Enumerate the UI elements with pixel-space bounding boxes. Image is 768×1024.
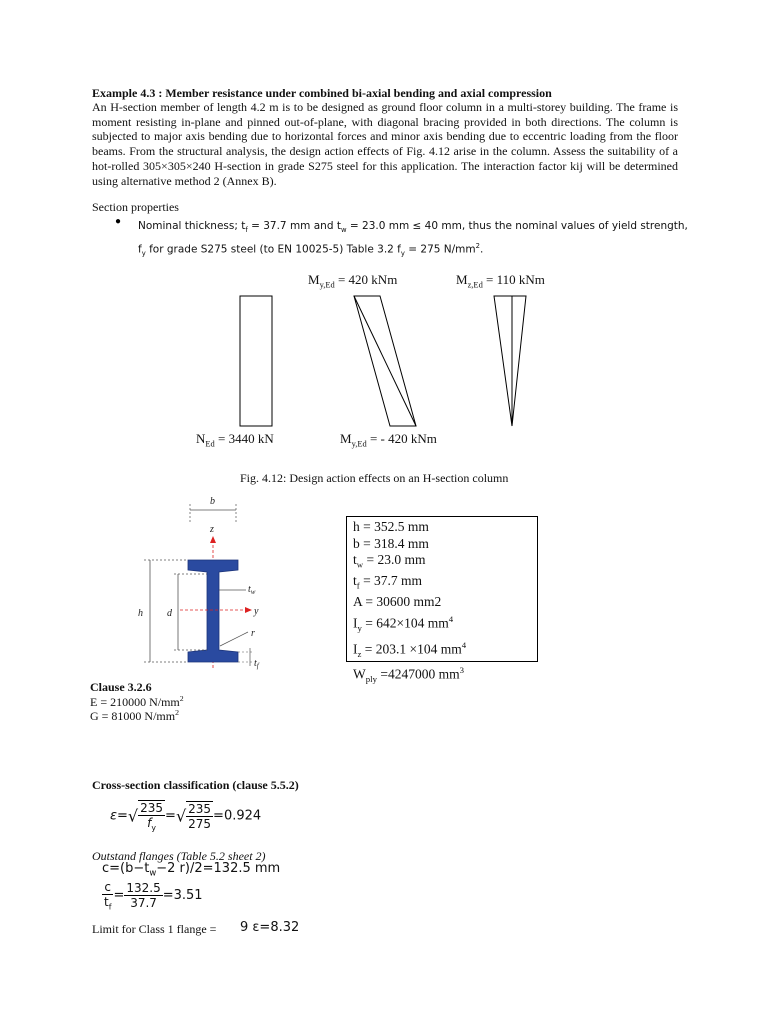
fraction-denominator: $t_f$ [104,895,112,912]
outstand-flanges-note: Outstand flanges (Table 5.2 sheet 2) [92,849,266,863]
text-run: =0.924 [213,808,262,824]
intro-paragraph: An H-section member of length 4.2 m is to be designed as ground floor column in a multi-storey building. The frame is moment resisting in-plane and pinned out-of-plane, with diagonal bracing provided in both directions. The column is subjected to major axis bending due to horizontal forces and minor axis bending due to eccentric loading from the floor beams. From the structural analysis, the design action effects of Fig. 4.12 arise in the column. Assess the suitability of a hot-rolled 305×305×240 H-section in grade S275 steel for this application. The interaction factor kij will be determined using alternative method 2 (Annex B). [92,100,678,188]
sub-y: y [400,249,405,258]
subscript: w [149,867,157,878]
y-label: y [254,606,259,617]
subscript: Ed [205,438,215,449]
text-run: = 420 kNm [334,272,398,287]
superscript: 4 [448,613,454,624]
text-run: t [353,552,357,567]
epsilon-equation: ε=√ $\frac{235}{f_y}$ =√ $\frac{235}{275}$ =0.924 [110,801,262,833]
prop-iy [353,611,537,637]
prop-h [353,519,537,536]
subscript: w [356,559,364,570]
prop-iz [353,637,537,663]
text-run: h = 352.5 mm [353,519,429,534]
h-section-sketch [130,492,280,678]
text-run: N [196,431,206,446]
axial-force-diagram [240,296,272,426]
text-run: M [456,272,468,287]
subscript: ply [365,674,377,685]
classification-heading: Cross-section classification (clause 5.5.2) [92,778,299,792]
text-run: = 23.0 mm [363,552,426,567]
text-run: = 37.7 mm [359,573,423,589]
text-run: = [113,888,125,904]
nominal-thickness-text [138,218,698,262]
text-run: I [353,641,358,657]
moment-diagrams [230,292,540,432]
subscript: z [357,648,362,659]
sub-w: w [340,226,347,235]
r-label: r [251,628,255,639]
fraction-numerator: 132.5 [126,881,161,896]
text-run: for grade S275 steel (to EN 10025-5) Table 3.2 f [145,243,401,256]
subscript: y,Ed [351,438,367,449]
class1-limit-label: Limit for Class 1 flange = [92,922,217,936]
superscript: 3 [459,665,464,676]
c-equation [102,861,280,878]
text-run: I [353,615,358,631]
text-run: = 23.0 mm ≤ 40 mm, thus the nominal values of yield strength, [346,220,688,232]
text-run: t [353,573,357,589]
fraction-denominator: $f_y$ [147,816,156,833]
text-run: = - 420 kNm [366,431,437,446]
prop-b [353,536,537,553]
bullet-line-2 [138,238,698,262]
my-ed-top-label [308,272,397,290]
minor-axis-moment-diagram [494,296,526,426]
tw-label: $t_w$ [248,584,256,596]
sub-y: y [141,249,146,258]
d-label: d [167,608,172,619]
sub-f: f [245,226,248,235]
text-run: f [138,243,142,256]
subscript: y,Ed [319,279,335,290]
text-run: = [165,808,176,824]
fraction-denominator: 275 [188,817,212,832]
prop-tw [353,552,537,573]
figure-caption: Fig. 4.12: Design action effects on an H-section column [240,471,509,485]
mz-ed-top-label [456,272,545,290]
superscript: 2 [175,708,180,717]
prop-area [353,594,537,611]
text-run: Nominal thickness; t [138,220,246,232]
class1-limit-value: 9 ε=8.32 [240,920,300,935]
text-run: −2 r)/2=132.5 mm [156,861,281,876]
text-run: . [479,243,484,256]
subscript: f [356,580,360,591]
b-label: b [210,496,215,507]
text-run: c=(b−t [102,861,150,876]
n-ed-label [196,431,274,449]
fraction-numerator: 235 [188,802,212,817]
text-run: W [353,666,366,682]
sup-2: 2 [475,242,480,251]
c-over-tf-equation [102,880,203,911]
text-run: ε= [110,808,128,824]
fraction-numerator: c [102,880,113,895]
prop-tf [353,573,537,594]
text-run: = 275 N/mm [404,243,476,256]
subscript: y [357,623,362,634]
my-ed-bottom-label [340,431,437,449]
text-run: A = 30600 mm2 [353,594,442,610]
text-run: = 37.7 mm and t [247,220,341,232]
text-run: M [340,431,352,446]
text-run: E = 210000 N/mm [90,695,180,709]
example-title: Example 4.3 : Member resistance under combined bi-axial bending and axial compression [92,86,552,100]
subscript: z,Ed [467,279,483,290]
z-label: z [210,524,214,535]
section-properties-box [346,516,538,685]
text-run: = 642×104 mm [361,615,449,631]
h-label: h [138,608,143,619]
text-run: M [308,272,320,287]
h-section-shape [188,560,238,662]
bullet-icon: ● [115,216,122,227]
clause-heading: Clause 3.2.6 [90,680,152,694]
text-run: b = 318.4 mm [353,535,429,551]
text-run: = 3440 kN [214,431,274,446]
text-run: = 110 kNm [482,272,545,287]
text-run: G = 81000 N/mm [90,709,176,723]
prop-wply [353,662,537,688]
shear-modulus [90,708,179,724]
superscript: 2 [179,694,184,703]
text-run: =3.51 [162,888,203,904]
fraction-denominator: 37.7 [130,896,157,911]
fraction-numerator: 235 [140,801,164,815]
superscript: 4 [461,639,467,650]
section-properties-heading: Section properties [92,200,179,214]
text-run: = 203.1 ×104 mm [361,641,462,657]
tf-label: $t_f$ [254,658,259,670]
text-run: =4247000 mm [376,666,460,682]
bullet-line-1 [138,218,698,238]
